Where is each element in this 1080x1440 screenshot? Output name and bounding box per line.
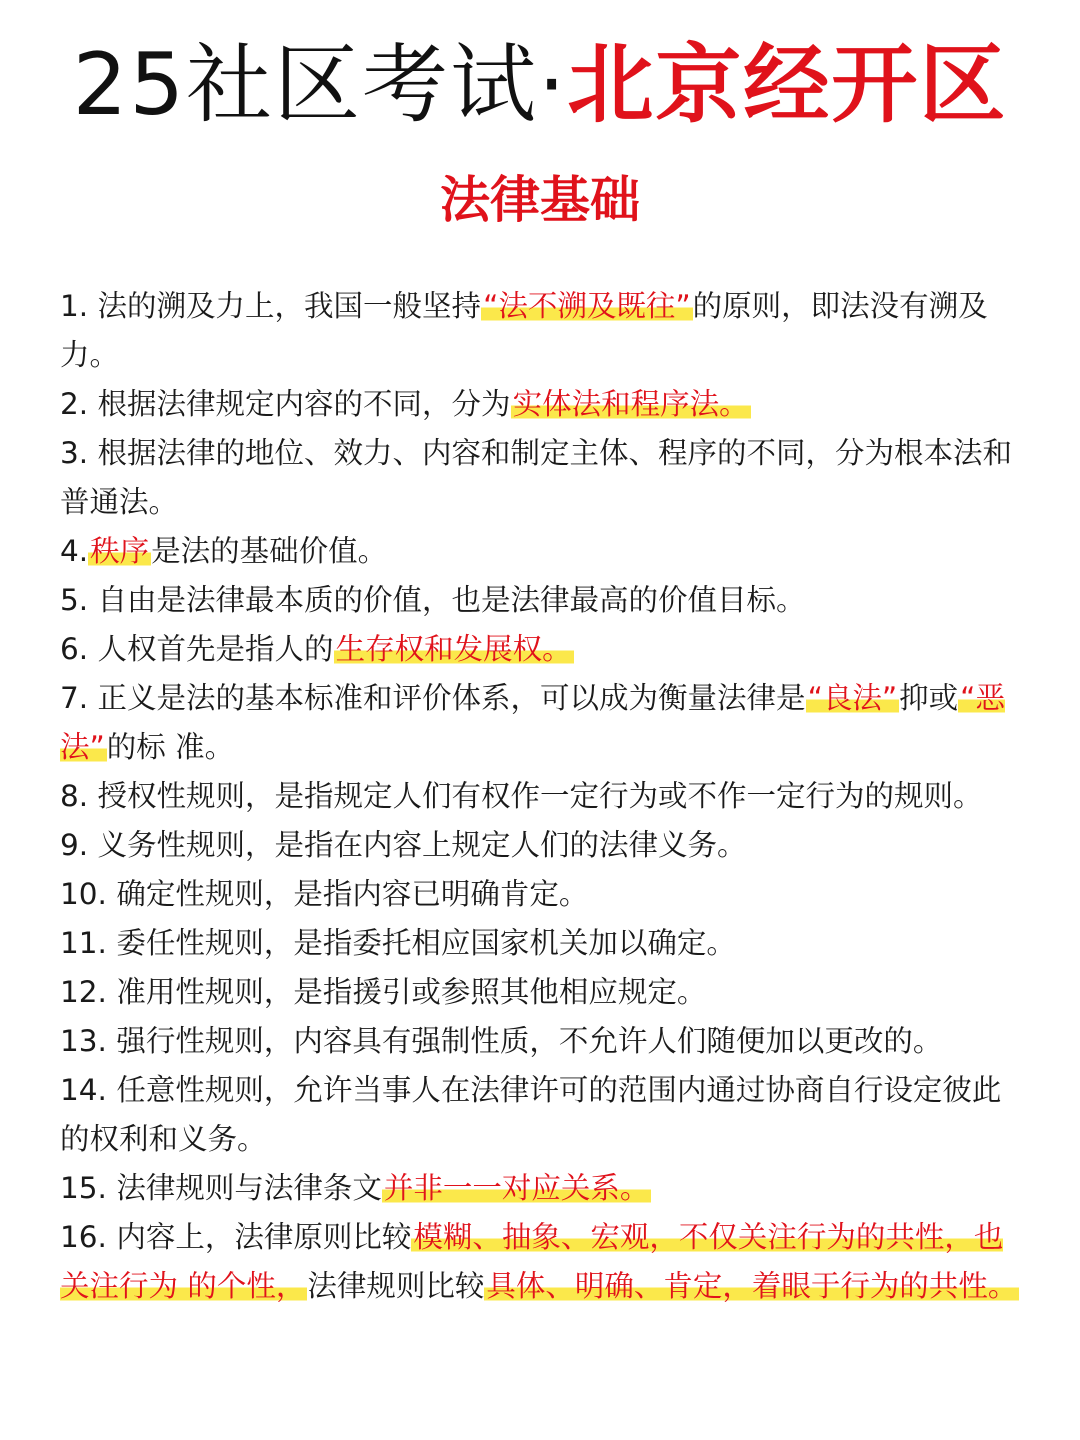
list-item	[60, 870, 1022, 919]
item-number: 11.	[60, 926, 107, 960]
item-text: 根据法律的地位、效力、内容和制定主体、程序的不同，分为根本法和普通法。	[60, 436, 1013, 519]
item-highlight: 生存权和发展权。	[335, 632, 572, 666]
knowledge-list	[60, 282, 1022, 1311]
title-exam-name: 25社区考试·	[72, 35, 568, 135]
item-highlight: 实体法和程序法。	[512, 387, 749, 421]
item-number: 8.	[60, 779, 89, 813]
item-text: 准用性规则，是指援引或参照其他相应规定。	[116, 975, 707, 1009]
list-item	[60, 968, 1022, 1017]
item-highlight: “恶法”	[60, 681, 1005, 764]
item-text: 授权性规则，是指规定人们有权作一定行为或不作一定行为的规则。	[97, 779, 983, 813]
item-text: 内容上，法律原则比较	[116, 1220, 412, 1254]
item-number: 9.	[60, 828, 89, 862]
item-text: 人权首先是指人的	[97, 632, 334, 666]
item-number: 15.	[60, 1171, 107, 1205]
item-number: 4.	[60, 534, 89, 568]
item-number: 3.	[60, 436, 89, 470]
list-item	[60, 772, 1022, 821]
item-text: 的标 准。	[106, 730, 235, 764]
list-item	[60, 1213, 1022, 1311]
item-number: 7.	[60, 681, 89, 715]
list-item	[60, 919, 1022, 968]
page-subtitle: 法律基础	[440, 171, 640, 229]
item-number: 14.	[60, 1073, 107, 1107]
item-text: 法律规则比较	[307, 1269, 485, 1303]
item-highlight: 模糊、抽象、宏观，不仅关注行为的共性，也关注行为 的个性，	[60, 1220, 1004, 1303]
item-text: 是法的基础价值。	[151, 534, 388, 568]
list-item	[60, 380, 1022, 429]
list-item	[60, 674, 1022, 772]
list-item	[60, 429, 1022, 527]
item-number: 1.	[60, 289, 89, 323]
item-number: 10.	[60, 877, 107, 911]
item-highlight: 秩序	[90, 534, 150, 568]
item-text: 法的溯及力上，我国一般坚持	[97, 289, 482, 323]
item-text: 强行性规则，内容具有强制性质，不允许人们随便加以更改的。	[116, 1024, 943, 1058]
list-item	[60, 527, 1022, 576]
item-text: 自由是法律最本质的价值，也是法律最高的价值目标。	[97, 583, 806, 617]
item-text: 的原则，即法没有溯及力。	[60, 289, 988, 372]
item-text: 委任性规则，是指委托相应国家机关加以确定。	[116, 926, 736, 960]
item-text: 义务性规则，是指在内容上规定人们的法律义务。	[97, 828, 747, 862]
item-number: 2.	[60, 387, 89, 421]
item-text: 正义是法的基本标准和评价体系，可以成为衡量法律是	[97, 681, 806, 715]
item-text: 抑或	[899, 681, 959, 715]
item-number: 16.	[60, 1220, 107, 1254]
list-item	[60, 1017, 1022, 1066]
list-item	[60, 282, 1022, 380]
item-highlight: “法不溯及既往”	[483, 289, 691, 323]
item-number: 13.	[60, 1024, 107, 1058]
item-number: 6.	[60, 632, 89, 666]
list-item	[60, 625, 1022, 674]
item-highlight: 并非一一对应关系。	[383, 1171, 650, 1205]
item-highlight: 具体、明确、肯定，着眼于行为的共性。	[486, 1269, 1018, 1303]
item-text: 任意性规则，允许当事人在法律许可的范围内通过协商自行设定彼此的权利和义务。	[60, 1073, 1002, 1156]
list-item	[60, 1066, 1022, 1164]
list-item	[60, 1164, 1022, 1213]
item-highlight: “良法”	[807, 681, 898, 715]
item-text: 确定性规则，是指内容已明确肯定。	[116, 877, 589, 911]
item-number: 12.	[60, 975, 107, 1009]
item-text: 法律规则与法律条文	[116, 1171, 382, 1205]
title-region: 北京经开区	[567, 35, 1008, 135]
list-item	[60, 576, 1022, 625]
page-title	[0, 30, 1080, 140]
list-item	[60, 821, 1022, 870]
item-text: 根据法律规定内容的不同，分为	[97, 387, 511, 421]
item-number: 5.	[60, 583, 89, 617]
